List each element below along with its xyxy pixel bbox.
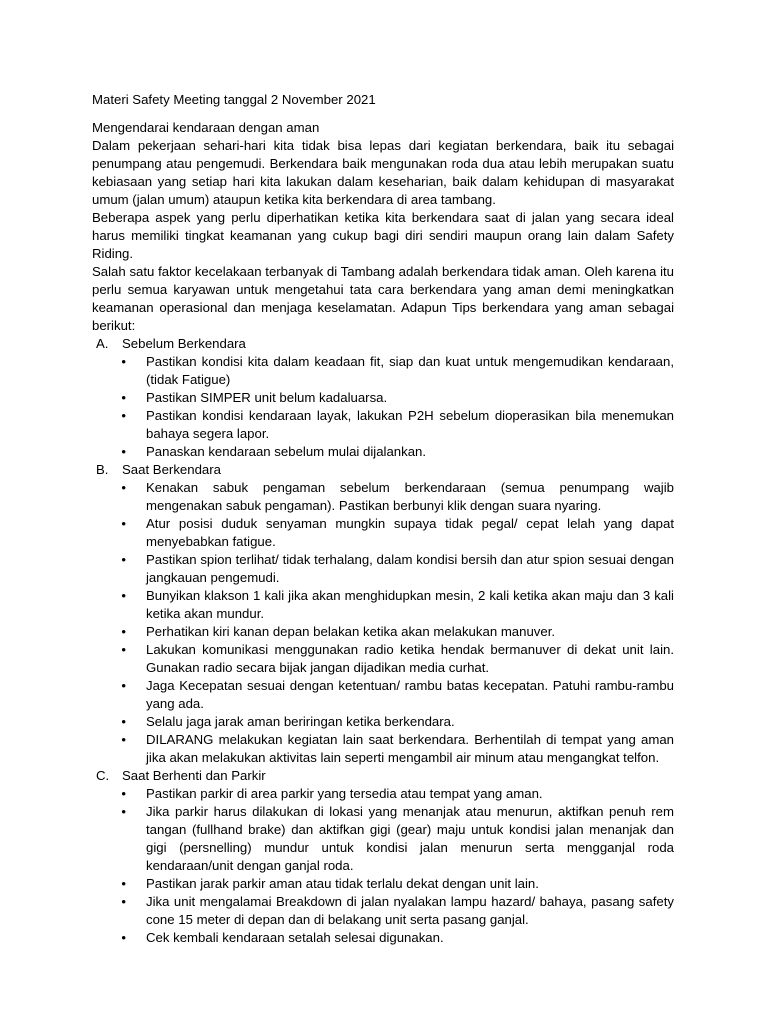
bullet-icon: • bbox=[121, 552, 126, 567]
bullet-icon: • bbox=[121, 642, 126, 657]
section-letter: C. bbox=[96, 768, 110, 783]
section-letter: A. bbox=[96, 336, 109, 351]
bullet-list bbox=[92, 479, 674, 767]
list-item-text: Pastikan kondisi kendaraan layak, lakukan P2H sebelum dioperasikan bila menemukan bahaya segera lapor. bbox=[146, 408, 674, 441]
list-item-text: Jika unit mengalamai Breakdown di jalan nyalakan lampu hazard/ bahaya, pasang safety cone 15 meter di depan dan di belakang unit serta pasang ganjal. bbox=[146, 894, 674, 927]
section-c bbox=[92, 767, 674, 947]
list-item-text: Bunyikan klakson 1 kali jika akan menghidupkan mesin, 2 kali ketika akan maju dan 3 kali ketika akan mundur. bbox=[146, 588, 674, 621]
list-item bbox=[92, 407, 674, 443]
bullet-icon: • bbox=[121, 876, 126, 891]
list-item-text: Pastikan kondisi kita dalam keadaan fit, siap dan kuat untuk mengemudikan kendaraan, (tidak Fatigue) bbox=[146, 354, 674, 387]
list-item-text: Atur posisi duduk senyaman mungkin supaya tidak pegal/ cepat lelah yang dapat menyebabkan fatigue. bbox=[146, 516, 674, 549]
intro-paragraph: Beberapa aspek yang perlu diperhatikan ketika kita berkendara saat di jalan yang secara ideal harus memiliki tingkat keamanan yang cukup bagi diri sendiri maupun orang lain dalam Safety Riding. bbox=[92, 210, 674, 261]
bullet-list bbox=[92, 785, 674, 947]
list-item bbox=[92, 479, 674, 515]
list-item-text: Cek kembali kendaraan setalah selesai digunakan. bbox=[146, 930, 444, 945]
list-item bbox=[92, 785, 674, 803]
list-item-text: DILARANG melakukan kegiatan lain saat berkendara. Berhentilah di tempat yang aman jika akan melakukan aktivitas lain seperti mengambil air minum atau mengangkat telfon. bbox=[146, 732, 674, 765]
list-item-text: Jaga Kecepatan sesuai dengan ketentuan/ rambu batas kecepatan. Patuhi rambu-rambu yang ada. bbox=[146, 678, 674, 711]
list-item bbox=[92, 443, 674, 461]
section-title: Saat Berhenti dan Parkir bbox=[122, 768, 266, 783]
section-a bbox=[92, 335, 674, 461]
list-item bbox=[92, 641, 674, 677]
list-item bbox=[92, 713, 674, 731]
section-title: Saat Berkendara bbox=[122, 462, 221, 477]
section-title-row bbox=[92, 461, 674, 479]
list-item bbox=[92, 893, 674, 929]
bullet-icon: • bbox=[121, 354, 126, 369]
list-item-text: Panaskan kendaraan sebelum mulai dijalankan. bbox=[146, 444, 427, 459]
list-item-text: Selalu jaga jarak aman beriringan ketika berkendara. bbox=[146, 714, 455, 729]
document-body bbox=[92, 91, 674, 947]
section-letter: B. bbox=[96, 462, 109, 477]
section-title-row bbox=[92, 335, 674, 353]
list-item-text: Pastikan spion terlihat/ tidak terhalang, dalam kondisi bersih dan atur spion sesuai dengan jangkauan pengemudi. bbox=[146, 552, 674, 585]
bullet-icon: • bbox=[121, 516, 126, 531]
list-item bbox=[92, 677, 674, 713]
list-item-text: Kenakan sabuk pengaman sebelum berkendaraan (semua penumpang wajib mengenakan sabuk pengaman). Pastikan berbunyi klik dengan suara nyaring. bbox=[146, 480, 674, 513]
bullet-icon: • bbox=[121, 444, 126, 459]
bullet-list bbox=[92, 353, 674, 461]
section-heading: Mengendarai kendaraan dengan aman bbox=[92, 120, 320, 135]
list-item bbox=[92, 623, 674, 641]
intro-paragraph: Salah satu faktor kecelakaan terbanyak di Tambang adalah berkendara tidak aman. Oleh karena itu perlu semua karyawan untuk mengetahui tata cara berkendara yang aman demi meningkatkan keamanan operasional dan menjaga keselamatan. Adapun Tips berkendara yang aman sebagai berikut: bbox=[92, 264, 674, 333]
list-item-text: Pastikan parkir di area parkir yang tersedia atau tempat yang aman. bbox=[146, 786, 543, 801]
bullet-icon: • bbox=[121, 408, 126, 423]
list-item bbox=[92, 875, 674, 893]
bullet-icon: • bbox=[121, 786, 126, 801]
section-b bbox=[92, 461, 674, 767]
list-item bbox=[92, 803, 674, 875]
list-item bbox=[92, 353, 674, 389]
list-item bbox=[92, 515, 674, 551]
section-title-row bbox=[92, 767, 674, 785]
bullet-icon: • bbox=[121, 588, 126, 603]
list-item bbox=[92, 731, 674, 767]
bullet-icon: • bbox=[121, 930, 126, 945]
bullet-icon: • bbox=[121, 390, 126, 405]
document-title: Materi Safety Meeting tanggal 2 November 2021 bbox=[92, 92, 376, 107]
intro-paragraph: Dalam pekerjaan sehari-hari kita tidak bisa lepas dari kegiatan berkendara, baik itu sebagai penumpang atau pengemudi. Berkendara baik mengunakan roda dua atau lebih merupakan suatu kebiasaan yang setiap hari kita lakukan dalam keseharian, baik dalam kehidupan di masyarakat umum (jalan umum) ataupun ketika kita berkendara di area tambang. bbox=[92, 138, 674, 207]
list-item-text: Jika parkir harus dilakukan di lokasi yang menanjak atau menurun, aktifkan penuh rem tangan (fullhand brake) dan aktifkan gigi (gear) maju untuk kondisi jalan menanjak dan gigi (persnelling) mundur untuk kondisi jalan menurun serta mengganjal roda kendaraan/unit dengan ganjal roda. bbox=[146, 804, 674, 873]
list-item bbox=[92, 551, 674, 587]
list-item bbox=[92, 587, 674, 623]
bullet-icon: • bbox=[121, 678, 126, 693]
bullet-icon: • bbox=[121, 894, 126, 909]
list-item bbox=[92, 389, 674, 407]
bullet-icon: • bbox=[121, 714, 126, 729]
list-item bbox=[92, 929, 674, 947]
bullet-icon: • bbox=[121, 804, 126, 819]
list-item-text: Lakukan komunikasi menggunakan radio ketika hendak bermanuver di dekat unit lain. Gunakan radio secara bijak jangan dijadikan media curhat. bbox=[146, 642, 674, 675]
list-item-text: Pastikan SIMPER unit belum kadaluarsa. bbox=[146, 390, 388, 405]
list-item-text: Pastikan jarak parkir aman atau tidak terlalu dekat dengan unit lain. bbox=[146, 876, 539, 891]
bullet-icon: • bbox=[121, 480, 126, 495]
bullet-icon: • bbox=[121, 624, 126, 639]
bullet-icon: • bbox=[121, 732, 126, 747]
section-title: Sebelum Berkendara bbox=[122, 336, 246, 351]
list-item-text: Perhatikan kiri kanan depan belakan ketika akan melakukan manuver. bbox=[146, 624, 556, 639]
